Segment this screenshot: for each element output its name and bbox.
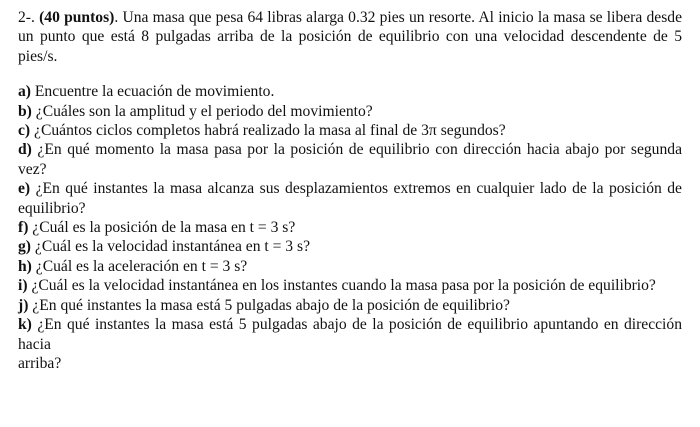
question-text: ¿En qué instantes la masa está 5 pulgadas abajo de la posición de equilibrio apuntando en dirección hacia (18, 316, 682, 353)
question-text: Encuentre la ecuación de movimiento. (34, 83, 275, 101)
question-item (18, 276, 682, 295)
question-letter: b) (18, 102, 32, 120)
question-item (18, 140, 682, 179)
question-item (18, 296, 682, 315)
question-text: ¿Cuál es la velocidad instantánea en t = 3 s? (34, 238, 310, 256)
question-text: ¿Cuál es la velocidad instantánea en los instantes cuando la masa pasa por la posición de equilibrio? (31, 277, 656, 295)
question-letter: e) (18, 180, 31, 198)
question-item (18, 315, 682, 354)
question-text: ¿Cuántos ciclos completos habrá realizado la masa al final de 3π segundos? (34, 122, 506, 140)
question-item (18, 179, 682, 218)
question-text: ¿Cuáles son la amplitud y el periodo del movimiento? (35, 102, 373, 120)
question-letter: h) (18, 257, 32, 275)
question-letter: i) (18, 277, 28, 295)
question-text: arriba? (18, 354, 62, 372)
problem-points: (40 puntos) (39, 9, 115, 26)
question-list (18, 82, 682, 373)
question-item (18, 237, 682, 256)
question-text: ¿En qué instantes la masa alcanza sus desplazamientos extremos en cualquier lado de la posición de equilibrio? (18, 180, 682, 217)
question-item (18, 257, 682, 276)
problem-statement: Una masa que pesa 64 libras alarga 0.32 pies un resorte. Al inicio la masa se libera desde un punto que está 8 pulgadas arriba de la posición de equilibrio con una velocidad descendente de 5 pies/s. (18, 9, 682, 65)
question-letter: j) (18, 296, 29, 314)
problem-intro: 2-. (40 puntos). Una masa que pesa 64 libras alarga 0.32 pies un resorte. Al inicio la masa se libera desde un punto que está 8 pulgadas arriba de la posición de equilibrio con una velocidad descendente de 5 pies/s. (18, 9, 682, 65)
question-item (18, 354, 682, 373)
question-item (18, 121, 682, 140)
question-text: ¿En qué momento la masa pasa por la posición de equilibrio con dirección hacia abajo por segunda vez? (18, 141, 682, 178)
question-letter: f) (18, 219, 29, 237)
question-letter: g) (18, 238, 31, 256)
question-item (18, 82, 682, 101)
question-item (18, 218, 682, 237)
problem-number: 2-. (18, 9, 35, 26)
question-text: ¿Cuál es la posición de la masa en t = 3 s? (32, 219, 296, 237)
spacer (18, 66, 682, 82)
question-letter: k) (18, 316, 32, 334)
question-text: ¿Cuál es la aceleración en t = 3 s? (35, 257, 248, 275)
question-item (18, 102, 682, 121)
question-letter: a) (18, 83, 31, 101)
question-text: ¿En qué instantes la masa está 5 pulgadas abajo de la posición de equilibrio? (32, 296, 510, 314)
question-letter: c) (18, 122, 31, 140)
question-letter: d) (18, 141, 32, 159)
